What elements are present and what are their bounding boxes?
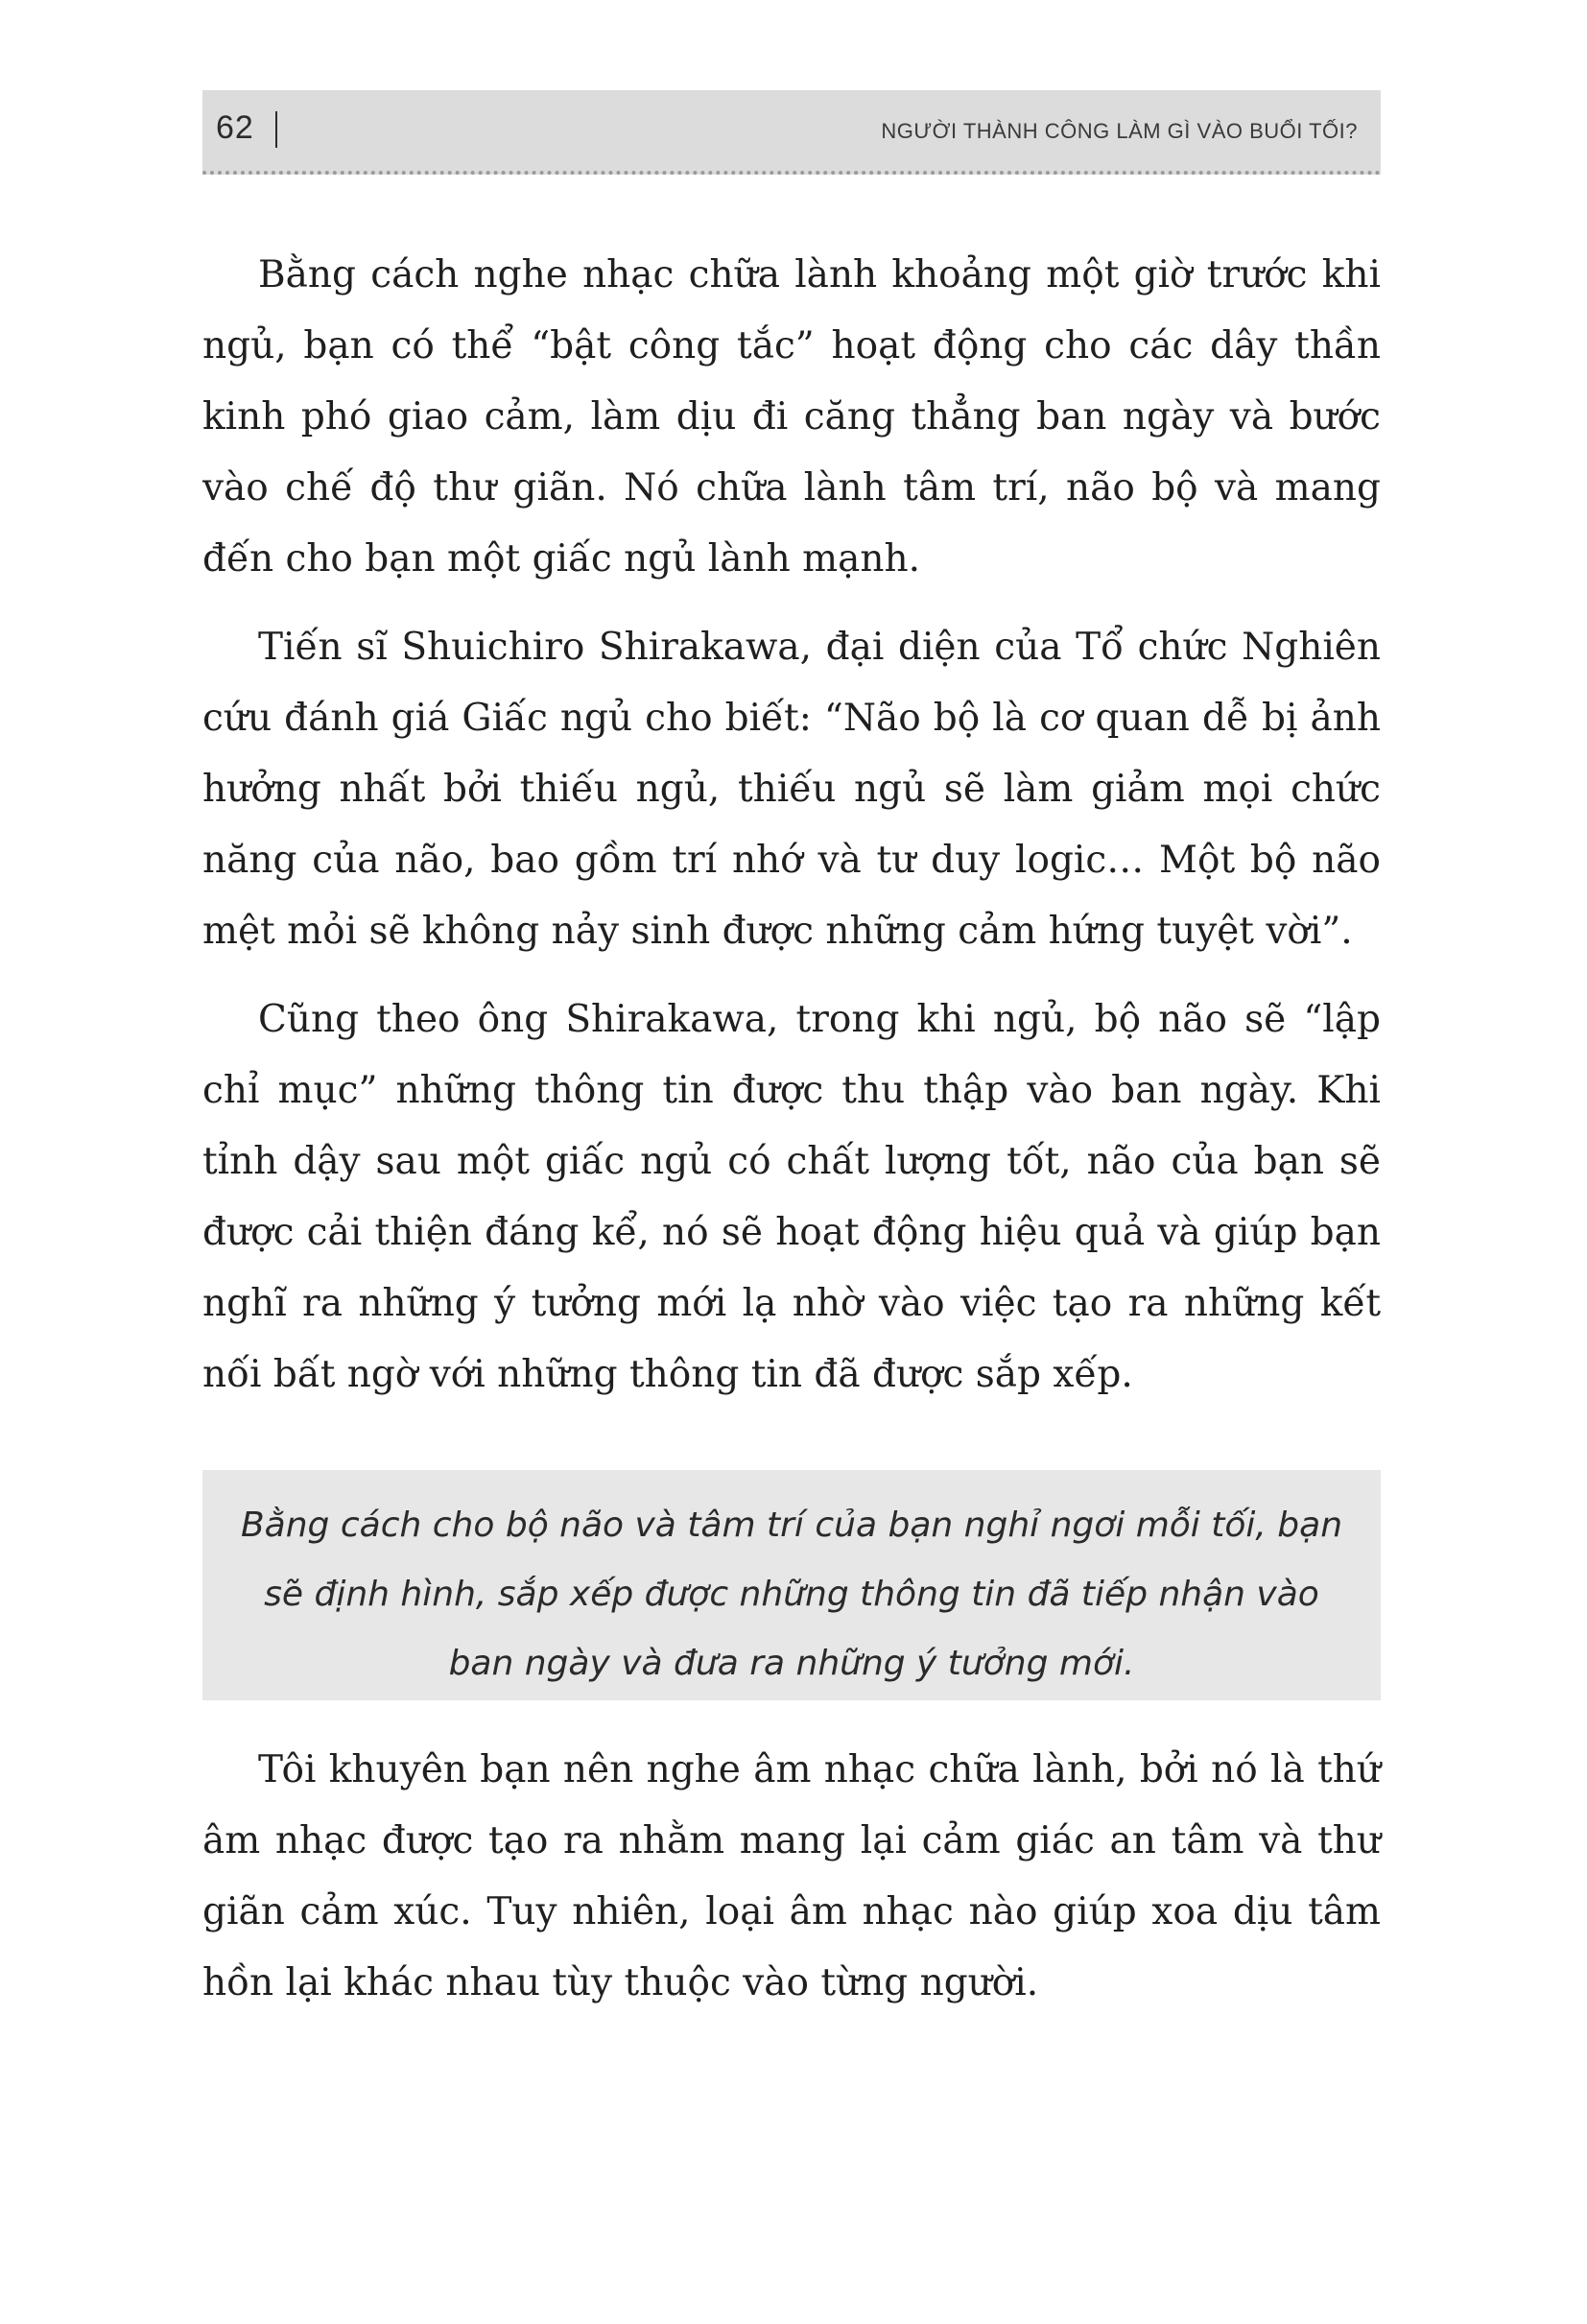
page-number: 62 — [216, 109, 254, 146]
paragraph: Cũng theo ông Shirakawa, trong khi ngủ, bộ não sẽ “lập chỉ mục” những thông tin được thu thập vào ban ngày. Khi tỉnh dậy sau một giấc ngủ có chất lượng tốt, não của bạn sẽ được cải thiện đáng kể, nó sẽ hoạt động hiệu quả và giúp bạn nghĩ ra những ý tưởng mới lạ nhờ vào việc tạo ra những kết nối bất ngờ với những thông tin đã được sắp xếp. — [202, 998, 1381, 1396]
main-text — [202, 240, 1381, 1428]
paragraph: Tiến sĩ Shuichiro Shirakawa, đại diện của Tổ chức Nghiên cứu đánh giá Giấc ngủ cho biết: “Não bộ là cơ quan dễ bị ảnh hưởng nhất bởi thiếu ngủ, thiếu ngủ sẽ làm giảm mọi chức năng của não, bao gồm trí nhớ và tư duy logic… Một bộ não mệt mỏi sẽ không nảy sinh được những cảm hứng tuyệt vời”. — [202, 626, 1381, 953]
paragraph: Bằng cách nghe nhạc chữa lành khoảng một giờ trước khi ngủ, bạn có thể “bật công tắc” hoạt động cho các dây thần kinh phó giao cảm, làm dịu đi căng thẳng ban ngày và bước vào chế độ thư giãn. Nó chữa lành tâm trí, não bộ và mang đến cho bạn một giấc ngủ lành mạnh. — [202, 253, 1381, 581]
paragraph: Tôi khuyên bạn nên nghe âm nhạc chữa lành, bởi nó là thứ âm nhạc được tạo ra nhằm mang lại cảm giác an tâm và thư giãn cảm xúc. Tuy nhiên, loại âm nhạc nào giúp xoa dịu tâm hồn lại khác nhau tùy thuộc vào từng người. — [202, 1748, 1381, 2004]
closing-text — [202, 1735, 1381, 2036]
page-header — [202, 90, 1381, 175]
callout-text: Bằng cách cho bộ não và tâm trí của bạn nghỉ ngơi mỗi tối, bạn sẽ định hình, sắp xếp được những thông tin đã tiếp nhận vào ban ngày và đưa ra những ý tưởng mới. — [240, 1506, 1343, 1683]
running-title: NGƯỜI THÀNH CÔNG LÀM GÌ VÀO BUỔI TỐI? — [881, 119, 1358, 143]
header-divider — [275, 111, 277, 148]
callout-box — [202, 1470, 1381, 1700]
